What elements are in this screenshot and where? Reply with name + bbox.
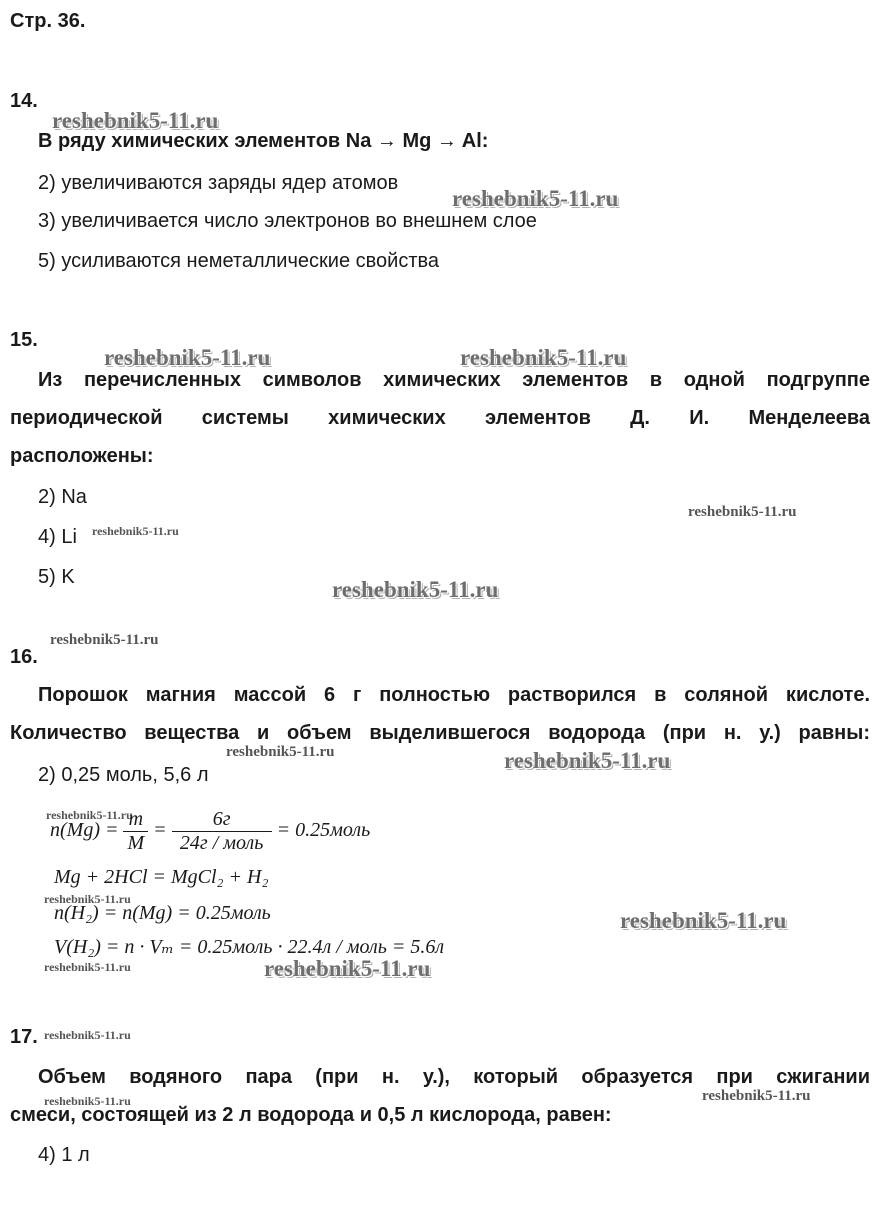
formula-reaction: Mg + 2HCl = MgCl₂ + H₂	[54, 866, 269, 888]
watermark: reshebnik5-11.ru	[44, 1028, 131, 1042]
answer-14-2: 3) увеличивается число электронов во внешнем слое	[38, 210, 537, 232]
watermark: reshebnik5-11.ru	[264, 956, 431, 981]
watermark: reshebnik5-11.ru	[620, 908, 787, 933]
question-14-prefix: В ряду химических элементов Na	[38, 130, 372, 152]
formula-moles-h2: n(H₂) = n(Mg) = 0.25моль	[54, 902, 271, 924]
question-14-mid: Mg	[402, 130, 432, 152]
watermark: reshebnik5-11.ru	[92, 524, 179, 538]
answer-14-3: 5) усиливаются неметаллические свойства	[38, 250, 440, 272]
question-15-line-1	[38, 361, 870, 399]
arrow-right-icon: →	[436, 130, 457, 152]
fraction-1-denominator: M	[123, 831, 148, 855]
fraction-1-numerator: m	[128, 808, 144, 830]
watermark: reshebnik5-11.ru	[44, 1094, 131, 1108]
formula-1-result: = 0.25моль	[276, 819, 371, 842]
formula-1-equals: =	[153, 819, 167, 842]
answer-14-1: 2) увеличиваются заряды ядер атомов	[38, 172, 399, 194]
question-17-line-2: смеси, состоящей из 2 л водорода и 0,5 л кислорода, равен:	[10, 1104, 612, 1126]
answer-15-1: 2) Na	[38, 486, 87, 508]
watermark: reshebnik5-11.ru	[226, 744, 335, 760]
question-15-line-2-text: периодической системы химических элементов Д. И. Менделеева	[10, 407, 870, 429]
fraction-2-denominator: 24г / моль	[172, 831, 272, 855]
answer-17: 4) 1 л	[38, 1144, 90, 1166]
arrow-right-icon: →	[376, 130, 397, 152]
question-17-number: 17.	[10, 1026, 38, 1048]
question-16-line-2	[10, 714, 870, 752]
question-15-line-2	[10, 399, 870, 437]
answer-15-3: 5) K	[38, 566, 75, 588]
question-17-line-1-text: Объем водяного пара (при н. у.), который образуется при сжигании	[38, 1066, 870, 1088]
fraction-mass-over-molar	[172, 808, 272, 855]
fraction-2-numerator: 6г	[212, 808, 231, 830]
answer-16: 2) 0,25 моль, 5,6 л	[38, 764, 209, 786]
watermark: reshebnik5-11.ru	[46, 808, 133, 822]
question-14-number: 14.	[10, 90, 38, 112]
watermark: reshebnik5-11.ru	[452, 186, 619, 211]
watermark: reshebnik5-11.ru	[104, 345, 271, 370]
watermark: reshebnik5-11.ru	[332, 577, 499, 602]
watermark: reshebnik5-11.ru	[702, 1088, 811, 1104]
fraction-m-over-M	[123, 808, 148, 855]
watermark: reshebnik5-11.ru	[50, 632, 159, 648]
watermark: reshebnik5-11.ru	[44, 960, 131, 974]
formula-volume-h2: V(H₂) = n · Vₘ = 0.25моль · 22.4л / моль = 5.6л	[54, 936, 445, 958]
watermark: reshebnik5-11.ru	[44, 892, 131, 906]
question-16-line-1-text: Порошок магния массой 6 г полностью растворился в соляной кислоте.	[38, 684, 870, 706]
question-14-text	[38, 122, 488, 160]
question-16-line-2-text: Количество вещества и объем выделившегося водорода (при н. у.) равны:	[10, 722, 870, 744]
question-16-number: 16.	[10, 646, 38, 668]
watermark: reshebnik5-11.ru	[504, 748, 671, 773]
watermark: reshebnik5-11.ru	[460, 345, 627, 370]
question-15-line-1-text: Из перечисленных символов химических элементов в одной подгруппе	[38, 369, 870, 391]
question-14-end: Al:	[461, 130, 489, 152]
question-15-number: 15.	[10, 329, 38, 351]
answer-15-2: 4) Li	[38, 526, 77, 548]
watermark: reshebnik5-11.ru	[52, 108, 219, 133]
question-16-line-1	[38, 676, 870, 714]
question-15-line-3: расположены:	[10, 445, 154, 467]
formula-moles-mg	[50, 808, 370, 855]
page-title: Стр. 36.	[10, 10, 86, 32]
formula-1-lhs: n(Mg) =	[50, 819, 119, 842]
watermark: reshebnik5-11.ru	[688, 504, 797, 520]
